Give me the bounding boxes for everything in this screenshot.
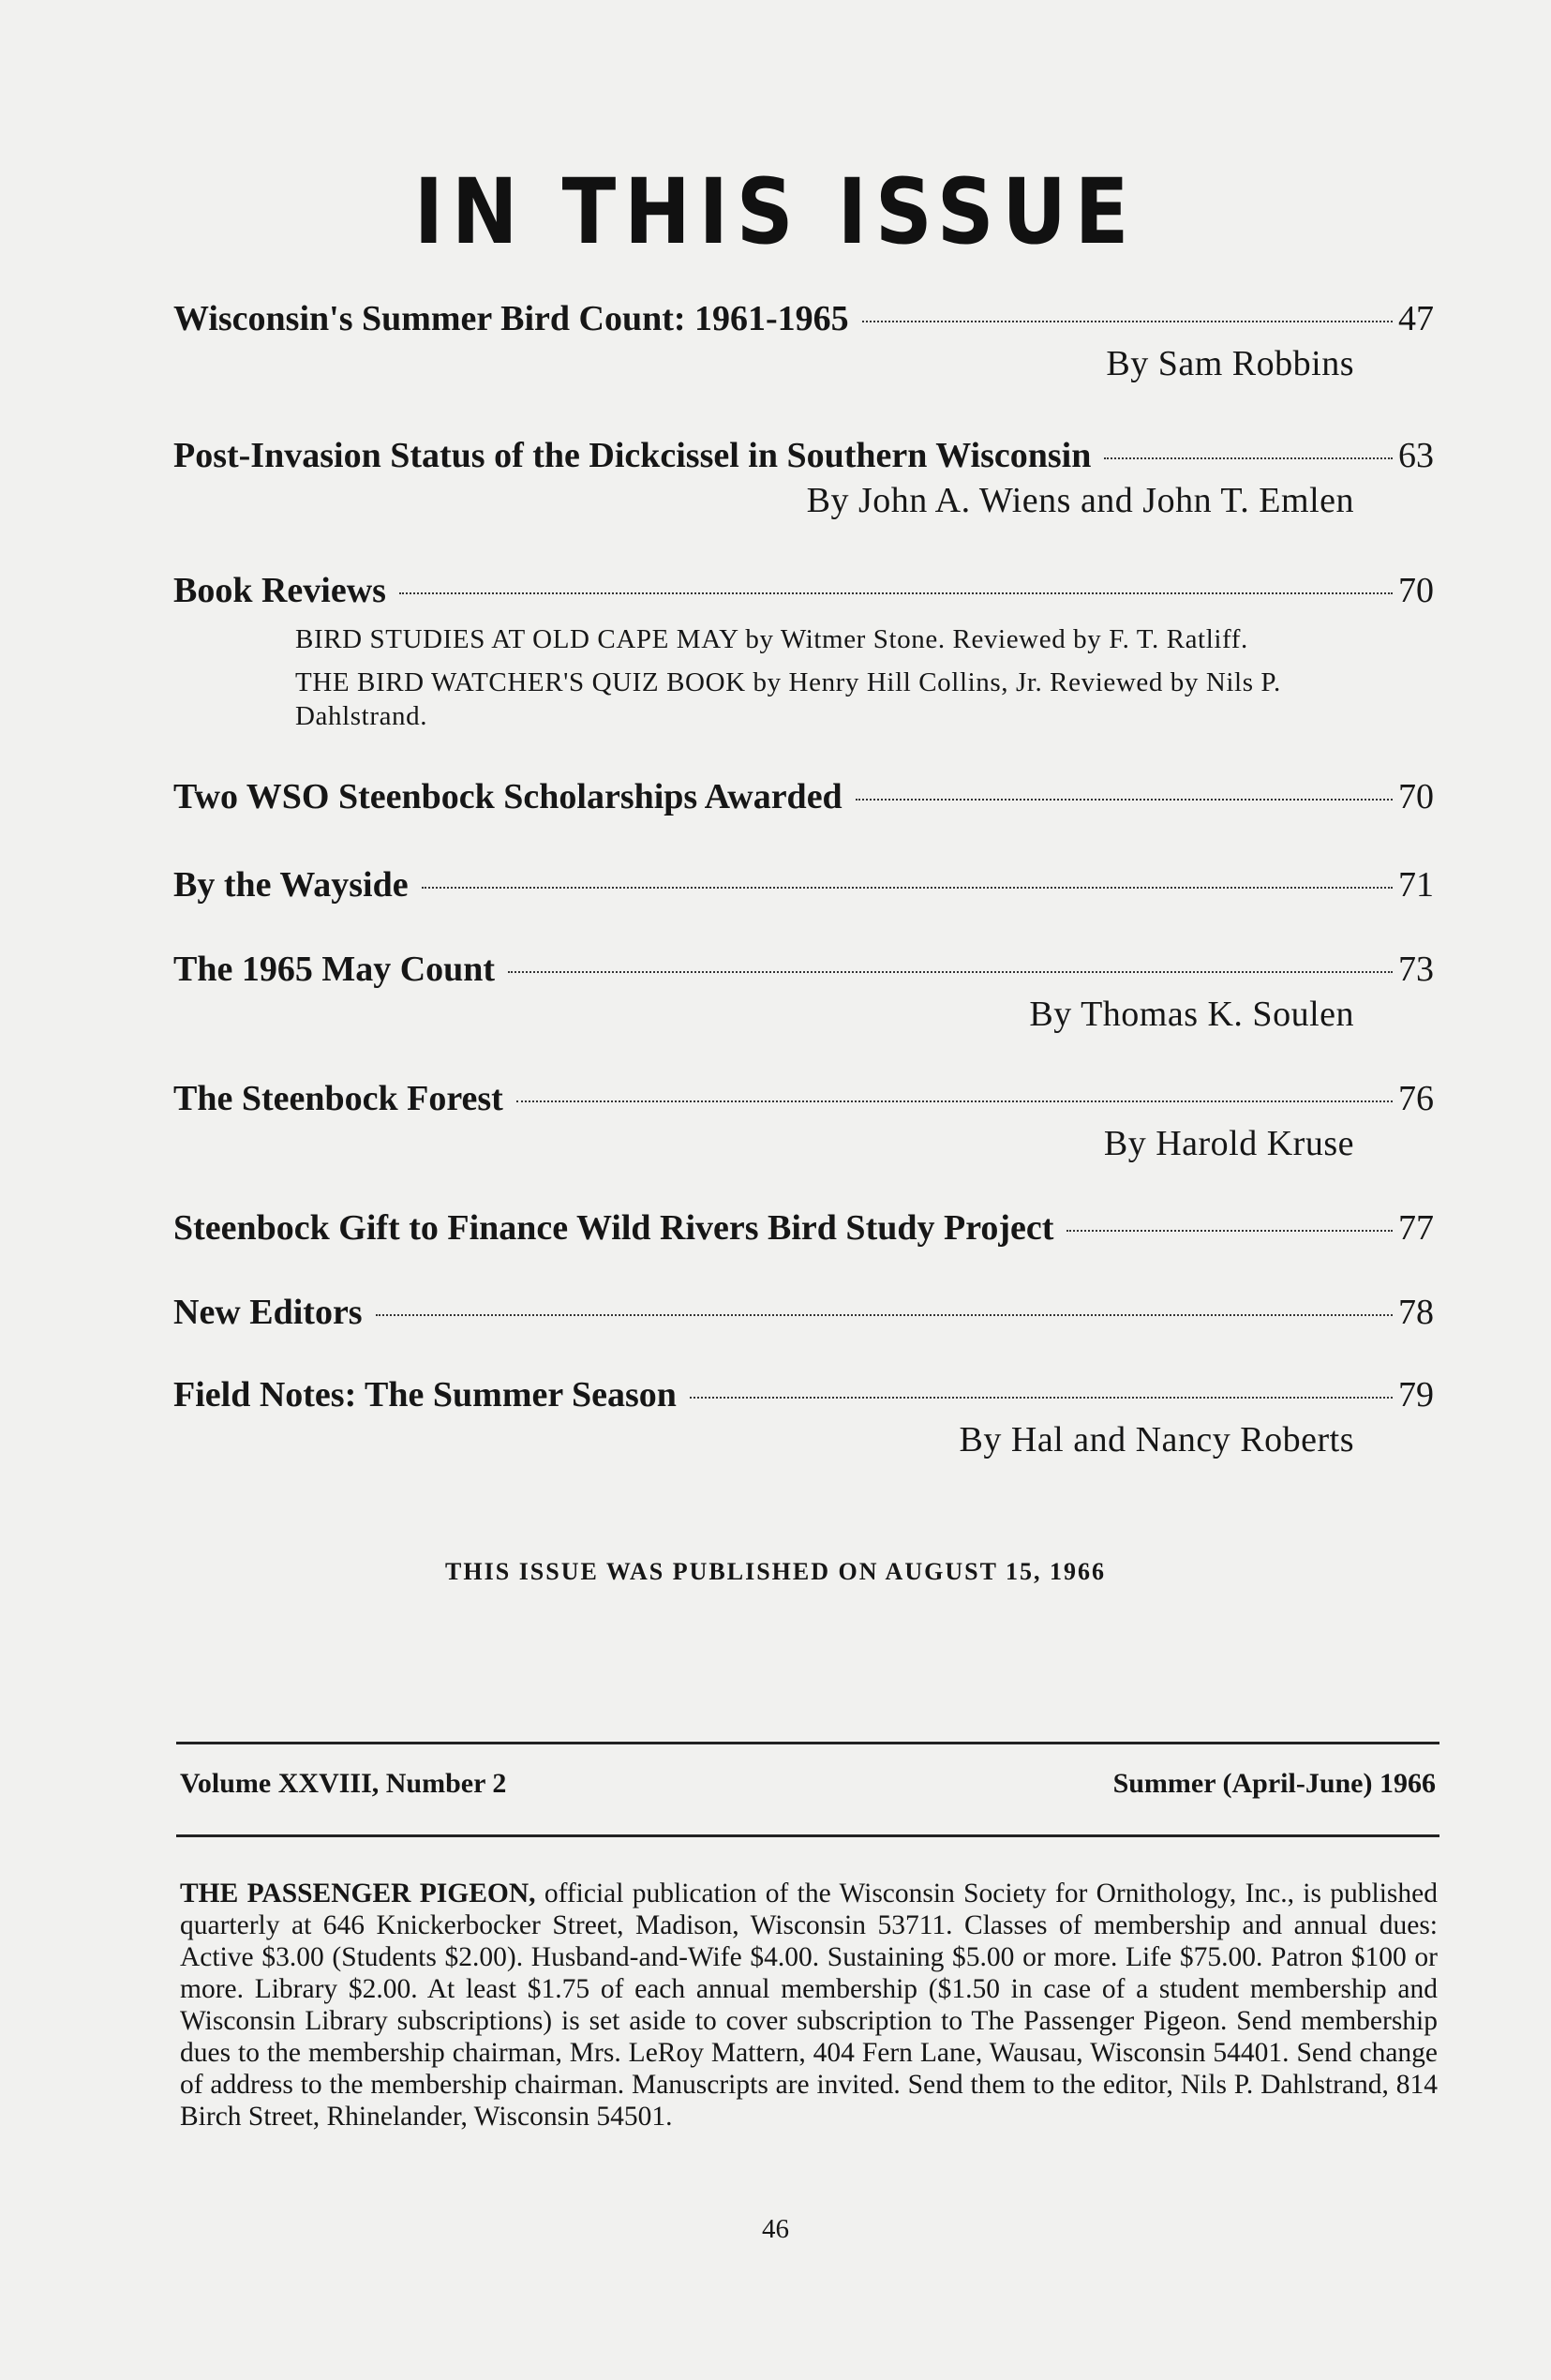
review-item: BIRD STUDIES AT OLD CAPE MAY by Witmer Stone. Reviewed by F. T. Ratliff. xyxy=(295,624,1248,654)
toc-entry-title: New Editors xyxy=(173,1293,363,1332)
divider xyxy=(176,1742,1439,1744)
toc-entry-page: 47 xyxy=(1398,299,1434,338)
toc-entry-title: By the Wayside xyxy=(173,865,409,905)
page-number: 46 xyxy=(762,2214,789,2244)
review-item: THE BIRD WATCHER'S QUIZ BOOK by Henry Hill Collins, Jr. Reviewed by Nils P. Dahlstrand. xyxy=(295,667,1281,731)
toc-entry-page: 70 xyxy=(1398,777,1434,816)
dot-leader xyxy=(690,1397,1393,1399)
toc-entry-page: 78 xyxy=(1398,1293,1434,1332)
toc-entry-author: By Sam Robbins xyxy=(1106,344,1354,383)
toc-entry-author: By John A. Wiens and John T. Emlen xyxy=(806,481,1354,520)
toc-entry-title: The Steenbock Forest xyxy=(173,1079,503,1118)
volume-line xyxy=(180,1768,1436,1800)
toc-entry-title: The 1965 May Count xyxy=(173,950,496,989)
toc-entry xyxy=(173,1292,1434,1333)
review-list xyxy=(295,622,1312,733)
toc-entry xyxy=(173,298,1434,384)
divider xyxy=(176,1834,1439,1837)
toc-entry-title: Steenbock Gift to Finance Wild Rivers Bird Study Project xyxy=(173,1208,1054,1248)
toc-entry xyxy=(173,570,1434,733)
toc-entry-page: 71 xyxy=(1398,865,1434,905)
issue-season: Summer (April-June) 1966 xyxy=(1112,1768,1436,1799)
toc-entry-title: Two WSO Steenbock Scholarships Awarded xyxy=(173,777,843,816)
dot-leader xyxy=(1066,1230,1393,1232)
toc-entry-title: Post-Invasion Status of the Dickcissel in Southern Wisconsin xyxy=(173,436,1092,475)
toc-entry xyxy=(173,435,1434,521)
dot-leader xyxy=(508,971,1393,973)
dot-leader xyxy=(862,321,1393,322)
toc-entry xyxy=(173,864,1434,906)
toc-entry-title: Field Notes: The Summer Season xyxy=(173,1375,677,1415)
dot-leader xyxy=(856,799,1393,801)
publication-info-text: official publication of the Wisconsin Society for Ornithology, Inc., is published quarterly at 646 Knickerbocker Street, Madison, Wisconsin 53711. Classes of membership and annual dues: Active $3.00 (Students $2.00). Husband-and-Wife $4.00. Sustaining $5.00 or more. Life $75.00. Patron $100 or more. Library $2.00. At least $1.75 of each annual membership ($1.50 in case of a student membership and Wisconsin Library subscriptions) is set aside to cover subscription to The Passenger Pigeon. Send membership dues to the membership chairman, Mrs. LeRoy Mattern, 404 Fern Lane, Wausau, Wisconsin 54401. Send change of address to the membership chairman. Manuscripts are invited. Send them to the editor, Nils P. Dahlstrand, 814 Birch Street, Rhinelander, Wisconsin 54501. xyxy=(180,1879,1439,2132)
dot-leader xyxy=(376,1314,1393,1316)
toc-entry-author: By Hal and Nancy Roberts xyxy=(959,1420,1354,1459)
toc-entry-title: Book Reviews xyxy=(173,571,386,610)
toc-entry-page: 73 xyxy=(1398,950,1434,989)
page-title: IN THIS ISSUE xyxy=(413,159,1138,264)
toc-entry-page: 79 xyxy=(1398,1375,1434,1415)
toc-entry-page: 70 xyxy=(1398,571,1434,610)
dot-leader xyxy=(516,1100,1393,1102)
publication-note: THIS ISSUE WAS PUBLISHED ON AUGUST 15, 1966 xyxy=(445,1558,1106,1585)
volume-number: Volume XXVIII, Number 2 xyxy=(180,1768,507,1799)
dot-leader xyxy=(1104,457,1393,459)
toc-entry xyxy=(173,949,1434,1035)
toc-entry xyxy=(173,1207,1434,1249)
publication-name: THE PASSENGER PIGEON, xyxy=(180,1879,536,1908)
toc-entry-page: 76 xyxy=(1398,1079,1434,1118)
toc-entry-page: 63 xyxy=(1398,436,1434,475)
toc-entry xyxy=(173,1078,1434,1164)
toc-entry xyxy=(173,1374,1434,1460)
toc-entry-title: Wisconsin's Summer Bird Count: 1961-1965 xyxy=(173,299,849,338)
toc-entry xyxy=(173,776,1434,817)
dot-leader xyxy=(422,887,1393,889)
table-of-contents xyxy=(173,298,1434,1460)
toc-entry-author: By Thomas K. Soulen xyxy=(1029,995,1354,1034)
toc-entry-author: By Harold Kruse xyxy=(1103,1124,1354,1163)
publication-info xyxy=(180,1878,1438,2133)
dot-leader xyxy=(399,592,1393,594)
toc-entry-page: 77 xyxy=(1398,1208,1434,1248)
